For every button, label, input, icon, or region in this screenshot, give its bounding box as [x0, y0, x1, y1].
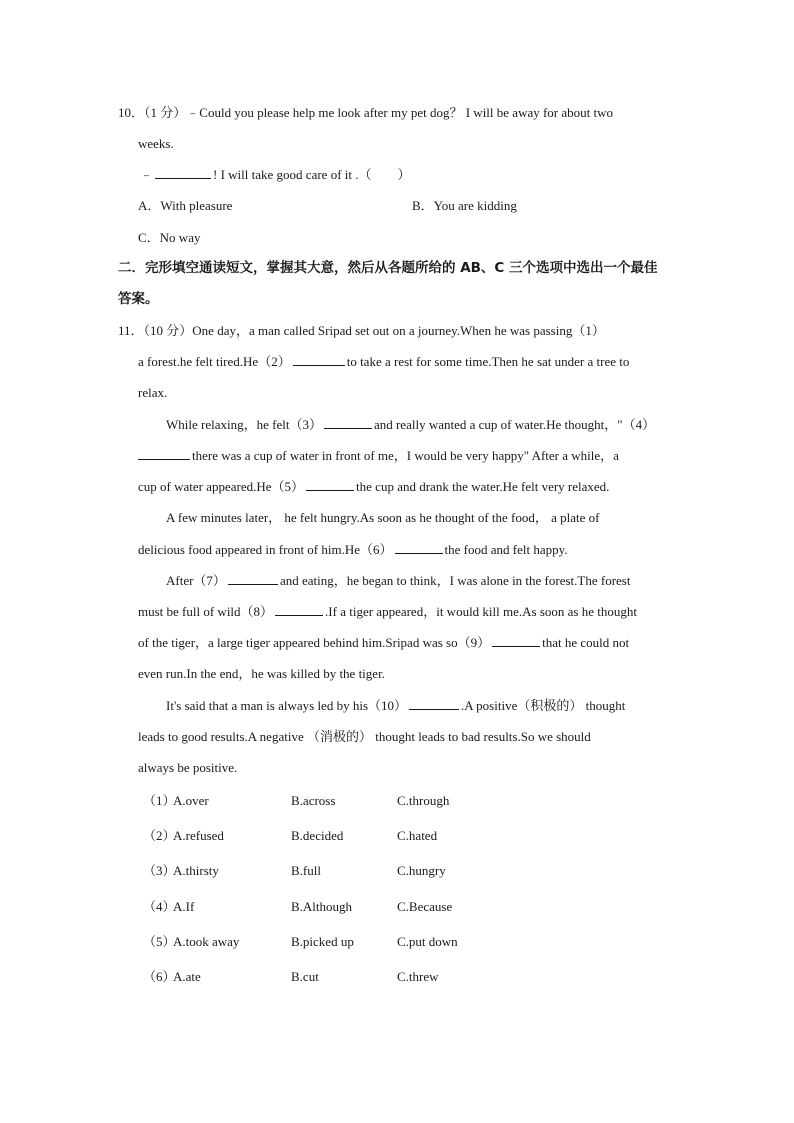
choice-option-c: C.threw	[397, 969, 439, 984]
choice-option-a: A.refused	[173, 828, 224, 843]
dash: ﹣	[140, 167, 154, 182]
section-heading-line1: 二．完形填空通读短文，掌握其大意，然后从各题所给的 AB、C 三个选项中选出一个最佳	[118, 260, 658, 276]
answer-blank	[138, 447, 190, 460]
choice-option-c: C.through	[397, 793, 450, 808]
choice-row	[0, 827, 794, 845]
passage-text: While relaxing，he felt（3）	[166, 417, 322, 432]
passage-line	[138, 447, 619, 465]
passage-text: there was a cup of water in front of me，I would be very happy" After a while，a	[192, 448, 619, 463]
choice-row	[0, 792, 794, 810]
section-heading-line2: 答案。	[118, 291, 159, 307]
choice-number: （1）	[143, 793, 176, 808]
passage-line	[166, 416, 655, 434]
passage-line: even run.In the end，he was killed by the tiger.	[138, 666, 385, 681]
choice-option-c: C.put down	[397, 934, 458, 949]
choice-option-b: B.full	[291, 863, 321, 878]
choice-number: （6）	[143, 969, 176, 984]
choice-row	[0, 968, 794, 986]
question-11-line1	[118, 322, 605, 340]
choice-option-b: B.picked up	[291, 934, 354, 949]
choice-number: （5）	[143, 934, 176, 949]
passage-text: of the tiger，a large tiger appeared behind him.Sripad was so（9）	[138, 635, 491, 650]
choice-option-b: B.Although	[291, 899, 353, 914]
passage-text: cup of water appeared.He（5）	[138, 479, 305, 494]
passage-line	[166, 572, 630, 590]
answer-blank	[395, 541, 443, 554]
choice-row	[0, 862, 794, 880]
passage-text: to take a rest for some time.Then he sat under a tree to	[346, 354, 630, 369]
answer-blank	[324, 416, 372, 429]
choice-row	[0, 933, 794, 951]
choice-option-b: B.decided	[291, 828, 344, 843]
passage-line	[138, 478, 609, 496]
passage-text: and really wanted a cup of water.He thought，"（4）	[373, 417, 656, 432]
choice-row	[0, 898, 794, 916]
passage-text: must be full of wild（8）	[138, 604, 274, 619]
answer-blank	[155, 166, 211, 179]
reply-text: ! I will take good care of it .（ ）	[213, 167, 411, 182]
passage-text: .If a tiger appeared，it would kill me.As soon as he thought	[325, 604, 637, 619]
question-text: ﹣Could you please help me look after my pet dog？ I will be away for about two	[186, 105, 614, 120]
passage-line	[166, 697, 625, 715]
option-c: C．No way	[138, 230, 201, 245]
answer-blank	[306, 478, 354, 491]
passage-text: that he could not	[542, 635, 630, 650]
question-number: 11．	[118, 323, 144, 338]
passage-text: After（7）	[166, 573, 226, 588]
question-10-reply	[140, 166, 411, 184]
passage-text: and eating，he began to think，I was alone in the forest.The forest	[279, 573, 631, 588]
question-score: （1 分）	[144, 105, 187, 120]
choice-option-b: B.cut	[291, 969, 319, 984]
passage-text: One day，a man called Sripad set out on a journey.When he was passing（1）	[192, 323, 605, 338]
passage-line: A few minutes later， he felt hungry.As soon as he thought of the food， a plate of	[166, 510, 600, 525]
passage-text: .A positive（积极的） thought	[461, 698, 626, 713]
answer-blank	[293, 353, 345, 366]
choice-number: （3）	[143, 863, 176, 878]
passage-text: the cup and drank the water.He felt very relaxed.	[356, 479, 610, 494]
choice-option-a: A.ate	[173, 969, 201, 984]
choice-option-b: B.across	[291, 793, 336, 808]
choice-option-a: A.took away	[173, 934, 240, 949]
question-number: 10．	[118, 105, 145, 120]
choice-option-a: A.If	[173, 899, 195, 914]
passage-line: always be positive.	[138, 760, 238, 775]
answer-blank	[228, 572, 278, 585]
question-10-line1	[118, 104, 613, 122]
option-a: A．With pleasure	[138, 198, 233, 213]
answer-blank	[409, 697, 459, 710]
choice-option-c: C.hungry	[397, 863, 446, 878]
passage-line: relax.	[138, 385, 168, 400]
choice-number: （2）	[143, 828, 176, 843]
passage-line	[138, 541, 568, 559]
passage-text: It's said that a man is always led by his（10）	[166, 698, 408, 713]
answer-blank	[275, 603, 323, 616]
passage-line	[138, 353, 629, 371]
choice-option-c: C.hated	[397, 828, 438, 843]
answer-blank	[492, 634, 540, 647]
passage-text: the food and felt happy.	[444, 542, 568, 557]
question-10-line2: weeks.	[138, 136, 174, 151]
choice-option-a: A.thirsty	[173, 863, 219, 878]
question-score: （10 分）	[143, 323, 193, 338]
choice-option-a: A.over	[173, 793, 209, 808]
option-b: B．You are kidding	[412, 198, 517, 213]
choice-number: （4）	[143, 899, 176, 914]
passage-line	[138, 603, 637, 621]
passage-text: a forest.he felt tired.He（2）	[138, 354, 291, 369]
passage-line: leads to good results.A negative （消极的） thought leads to bad results.So we should	[138, 729, 591, 744]
passage-text: delicious food appeared in front of him.He（6）	[138, 542, 393, 557]
choice-option-c: C.Because	[397, 899, 453, 914]
passage-line	[138, 634, 629, 652]
